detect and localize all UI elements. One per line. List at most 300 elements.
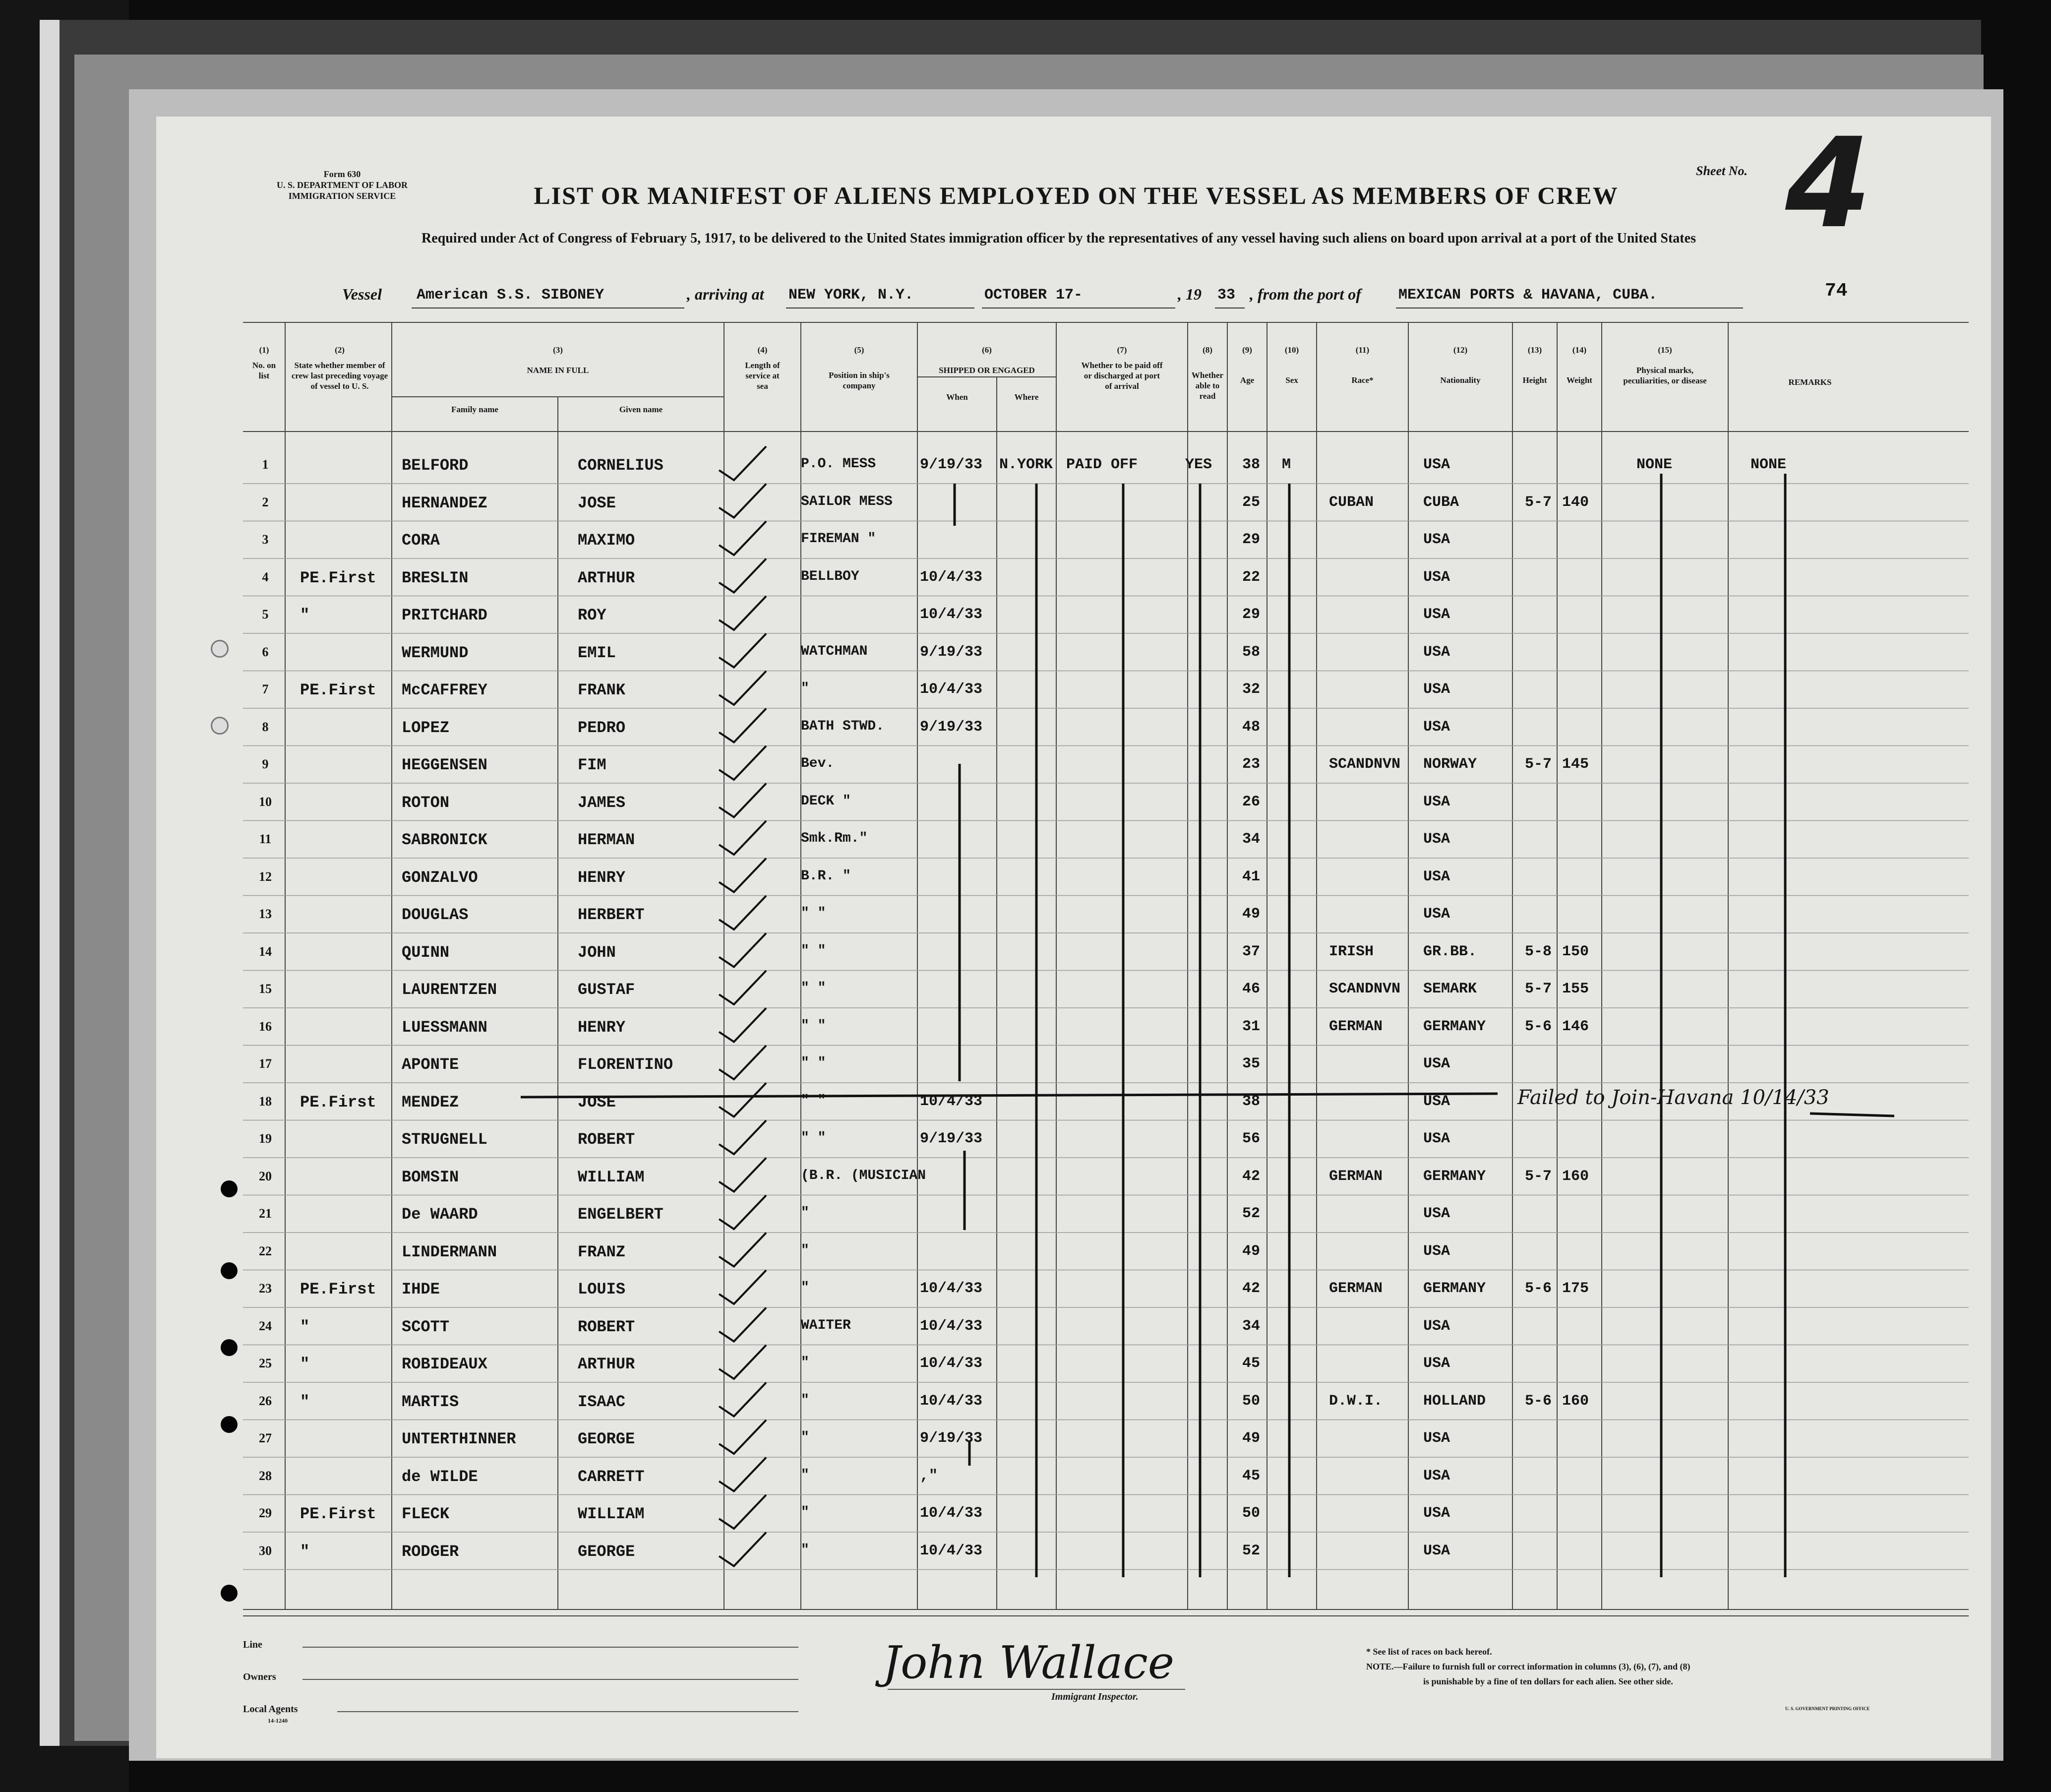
cell-nat: USA: [1423, 531, 1450, 548]
service-check-mark: [719, 784, 766, 817]
cell-weight: 146: [1562, 1018, 1589, 1035]
arriving-port: NEW YORK, N.Y.: [788, 287, 914, 304]
page-title: LIST OR MANIFEST OF ALIENS EMPLOYED ON THE VESSEL AS MEMBERS OF CREW: [534, 182, 1619, 209]
cell-given: JOSE: [578, 494, 616, 512]
cell-age: 46: [1242, 981, 1261, 997]
cell-family: BELFORD: [402, 456, 469, 475]
cell-pos: ": [801, 1430, 809, 1445]
cell-when: 10/4/33: [920, 1317, 983, 1335]
cell-nat: HOLLAND: [1423, 1392, 1486, 1410]
cell-given: GUSTAF: [578, 981, 635, 999]
cell-given: HERMAN: [578, 831, 635, 849]
cell-pos: WAITER: [801, 1317, 851, 1333]
col5-num: (5): [854, 345, 864, 355]
col15-label: Physical marks, peculiarities, or disease: [1623, 366, 1707, 385]
cell-prev: ": [300, 606, 310, 624]
cell-height: 5-6: [1525, 1280, 1552, 1297]
cell-when: 9/19/33: [920, 643, 983, 661]
cell-nat: USA: [1423, 1205, 1450, 1222]
cell-weight: 160: [1562, 1168, 1589, 1185]
row-number: 1: [262, 457, 269, 472]
cell-given: GEORGE: [578, 1542, 635, 1561]
cell-given: FRANZ: [578, 1242, 626, 1261]
cell-given: ROBERT: [578, 1317, 635, 1336]
cell-weight: 175: [1562, 1280, 1589, 1297]
cell-age: 23: [1242, 756, 1261, 773]
cell-age: 34: [1242, 831, 1261, 848]
cell-when: 9/19/33: [920, 1130, 983, 1147]
cell-race: CUBAN: [1329, 494, 1374, 511]
cell-family: LUESSMANN: [402, 1018, 487, 1037]
penalty-note-2: is punishable by a fine of ten dollars for each alien. See other side.: [1423, 1676, 1673, 1686]
cell-nat: USA: [1423, 1467, 1450, 1484]
row-number: 17: [259, 1056, 272, 1071]
col3-label: NAME IN FULL: [527, 366, 589, 375]
from-port: MEXICAN PORTS & HAVANA, CUBA.: [1398, 287, 1658, 304]
cell-family: SABRONICK: [402, 831, 487, 849]
cell-given: JOHN: [578, 943, 616, 962]
service-check-mark: [719, 521, 766, 555]
col2-num: (2): [335, 345, 345, 355]
service-check-mark: [719, 1120, 766, 1154]
cell-nat: CUBA: [1423, 494, 1459, 511]
cell-age: 32: [1242, 681, 1261, 698]
cell-pos: ": [801, 1392, 809, 1408]
cell-when: ,": [920, 1467, 938, 1484]
service-check-mark: [719, 746, 766, 780]
inspector-signature: John Wallace: [883, 1637, 1175, 1689]
cell-height: 5-7: [1525, 1168, 1552, 1185]
service-check-mark: [719, 1495, 766, 1529]
cell-family: LINDERMANN: [402, 1242, 497, 1261]
cell-pos: (B.R. (MUSICIAN: [801, 1168, 926, 1183]
cell-family: ROBIDEAUX: [402, 1355, 487, 1373]
sheet-label: Sheet No.: [1696, 164, 1748, 178]
cell-age: 38: [1242, 1093, 1261, 1110]
service-check-mark: [719, 484, 766, 518]
cell-age: 35: [1242, 1055, 1261, 1072]
cell-pos: B.R. ": [801, 868, 851, 884]
cell-given: WILLIAM: [578, 1168, 645, 1186]
col4-label: Length of service at sea: [745, 361, 780, 391]
cell-family: HEGGENSEN: [402, 756, 487, 774]
cell-age: 50: [1242, 1505, 1261, 1522]
cell-age: 52: [1242, 1542, 1261, 1559]
cell-given: GEORGE: [578, 1430, 635, 1448]
service-check-mark: [719, 1270, 766, 1304]
cell-given: ROBERT: [578, 1130, 635, 1149]
cell-family: LOPEZ: [402, 718, 450, 737]
cell-given: ENGELBERT: [578, 1205, 664, 1224]
service-check-mark: [719, 1046, 766, 1079]
cell-nat: USA: [1423, 1055, 1450, 1072]
cell-given: ARTHUR: [578, 568, 635, 587]
cell-family: IHDE: [402, 1280, 440, 1298]
cell-age: 25: [1242, 494, 1261, 511]
cell-height: 5-7: [1525, 756, 1552, 773]
races-note: * See list of races on back hereof.: [1366, 1647, 1492, 1657]
col5-label: Position in ship's company: [829, 371, 890, 390]
service-check-mark: [719, 821, 766, 855]
cell-given: PEDRO: [578, 718, 626, 737]
cell-nat: USA: [1423, 1242, 1450, 1260]
row-number: 9: [262, 757, 269, 771]
cell-height: 5-7: [1525, 494, 1552, 511]
arrival-year: 33: [1217, 287, 1236, 304]
cell-when: 10/4/33: [920, 568, 983, 586]
cell-family: LAURENTZEN: [402, 981, 497, 999]
row-number: 11: [259, 832, 272, 846]
col13-label: Height: [1522, 375, 1547, 385]
cell-given: HERBERT: [578, 906, 645, 924]
col3-num: (3): [553, 345, 563, 355]
cell-race: SCANDNVN: [1329, 756, 1401, 773]
inspector-label: Immigrant Inspector.: [1051, 1691, 1139, 1702]
cell-age: 52: [1242, 1205, 1261, 1222]
cell-nat: GERMANY: [1423, 1280, 1486, 1297]
cell-where: N.YORK: [999, 456, 1053, 473]
col1-num: (1): [259, 345, 269, 355]
cell-family: de WILDE: [402, 1467, 478, 1486]
col3-family-label: Family name: [451, 405, 498, 414]
cell-pos: BATH STWD.: [801, 718, 885, 734]
cell-sex: M: [1282, 456, 1291, 473]
cell-pos: WATCHMAN: [801, 643, 868, 659]
cell-when: 10/4/33: [920, 1093, 983, 1110]
col11-num: (11): [1355, 345, 1370, 355]
cell-nat: USA: [1423, 793, 1450, 810]
cell-prev: ": [300, 1317, 310, 1336]
col6-num: (6): [982, 345, 992, 355]
col11-label: Race*: [1351, 375, 1374, 385]
cell-given: ARTHUR: [578, 1355, 635, 1373]
col10-num: (10): [1284, 345, 1299, 355]
service-check-mark: [719, 559, 766, 593]
cell-given: LOUIS: [578, 1280, 626, 1298]
row-number: 18: [259, 1094, 272, 1109]
arriving-label: , arriving at: [687, 285, 764, 303]
cell-nat: GR.BB.: [1423, 943, 1477, 960]
cell-pos: " ": [801, 906, 826, 921]
cell-pos: BELLBOY: [801, 568, 859, 584]
cell-weight: 160: [1562, 1392, 1589, 1410]
cell-family: PRITCHARD: [402, 606, 487, 624]
cell-nat: USA: [1423, 906, 1450, 923]
cell-prev: ": [300, 1392, 310, 1411]
cell-given: JOSE: [578, 1093, 616, 1112]
col16-label: REMARKS: [1788, 377, 1832, 387]
cell-pos: ": [801, 1242, 809, 1258]
cell-race: IRISH: [1329, 943, 1374, 960]
cell-family: BRESLIN: [402, 568, 469, 587]
page-subtitle: Required under Act of Congress of February 5, 1917, to be delivered to the United States immigration officer by the representatives of any vessel having such aliens on board upon arrival at a port of the United States: [422, 231, 1696, 246]
cell-when: 10/4/33: [920, 606, 983, 623]
cell-pos: " ": [801, 1018, 826, 1034]
cell-race: GERMAN: [1329, 1168, 1383, 1185]
cell-weight: 155: [1562, 981, 1589, 997]
cell-nat: USA: [1423, 1355, 1450, 1372]
cell-family: RODGER: [402, 1542, 459, 1561]
col9-label: Age: [1240, 375, 1255, 385]
cell-race: D.W.I.: [1329, 1392, 1383, 1410]
form-number: Form 630: [323, 169, 361, 179]
row-number: 13: [259, 907, 272, 921]
cell-marks: NONE: [1636, 456, 1673, 473]
row-number: 22: [259, 1243, 272, 1258]
cell-pos: ": [801, 1467, 809, 1483]
cell-given: FRANK: [578, 681, 626, 699]
cell-family: De WAARD: [402, 1205, 478, 1224]
cell-age: 41: [1242, 868, 1261, 885]
owners-underline: [302, 1679, 798, 1680]
cell-age: 29: [1242, 531, 1261, 548]
cell-pos: Smk.Rm.": [801, 831, 868, 846]
cell-nat: NORWAY: [1423, 756, 1477, 773]
service-check-mark: [719, 896, 766, 929]
row-number: 4: [262, 569, 269, 584]
service-check-mark: [719, 859, 766, 892]
col10-label: Sex: [1285, 375, 1298, 385]
service-check-mark: [719, 1458, 766, 1491]
col4-num: (4): [757, 345, 768, 355]
service-check-mark: [719, 933, 766, 967]
row-number: 21: [259, 1206, 272, 1221]
cell-given: HENRY: [578, 868, 626, 887]
cell-given: CORNELIUS: [578, 456, 664, 475]
cell-race: GERMAN: [1329, 1018, 1383, 1035]
cell-when: 9/19/33: [920, 1430, 983, 1447]
cell-nat: GERMANY: [1423, 1168, 1486, 1185]
cell-when: 10/4/33: [920, 1505, 983, 1522]
cell-age: 38: [1242, 456, 1261, 473]
service-check-mark: [719, 1083, 766, 1117]
line-label: Line: [243, 1639, 262, 1650]
penalty-note-1: NOTE.—Failure to furnish full or correct information in columns (3), (6), (7), and (8): [1366, 1662, 1690, 1671]
vessel-name: American S.S. SIBONEY: [417, 287, 604, 304]
col6-where-label: Where: [1014, 392, 1039, 402]
cell-family: QUINN: [402, 943, 450, 962]
col15-num: (15): [1658, 345, 1672, 355]
cell-nat: SEMARK: [1423, 981, 1477, 997]
cell-pos: ": [801, 1355, 809, 1370]
service-check-mark: [719, 1345, 766, 1379]
cell-paid: PAID OFF: [1066, 456, 1138, 473]
vessel-label: Vessel: [342, 285, 382, 303]
cell-nat: USA: [1423, 868, 1450, 885]
arrival-date: OCTOBER 17-: [984, 287, 1083, 304]
cell-age: 29: [1242, 606, 1261, 623]
row-number: 14: [259, 944, 272, 959]
cell-pos: " ": [801, 943, 826, 959]
cell-prev: PE.First: [300, 1280, 376, 1298]
col14-label: Weight: [1567, 375, 1592, 385]
col6-label: SHIPPED OR ENGAGED: [939, 366, 1035, 375]
cell-height: 5-7: [1525, 981, 1552, 997]
cell-pos: ": [801, 1542, 809, 1558]
cell-family: FLECK: [402, 1505, 450, 1523]
cell-nat: USA: [1423, 1542, 1450, 1559]
sheet-number: 4: [1785, 111, 1871, 255]
cell-family: MARTIS: [402, 1392, 459, 1411]
cell-age: 34: [1242, 1317, 1261, 1335]
col2-label: State whether member of crew last preceding voyage of vessel to U. S.: [291, 361, 388, 391]
cell-age: 58: [1242, 643, 1261, 661]
cell-given: FLORENTINO: [578, 1055, 673, 1074]
cell-when: 10/4/33: [920, 681, 983, 698]
row-number: 10: [259, 794, 272, 809]
service-check-mark: [719, 971, 766, 1004]
cell-family: MENDEZ: [402, 1093, 459, 1112]
cell-age: 31: [1242, 1018, 1261, 1035]
row-number: 6: [262, 644, 269, 659]
cell-pos: SAILOR MESS: [801, 494, 893, 509]
cell-age: 22: [1242, 568, 1261, 586]
cell-family: UNTERTHINNER: [402, 1430, 516, 1448]
cell-given: ISAAC: [578, 1392, 626, 1411]
service-check-mark: [719, 1008, 766, 1042]
cell-pos: P.O. MESS: [801, 456, 876, 472]
cell-family: STRUGNELL: [402, 1130, 487, 1149]
cell-family: ROTON: [402, 793, 450, 812]
cell-pos: " ": [801, 1055, 826, 1071]
cell-prev: ": [300, 1542, 310, 1561]
cell-prev: PE.First: [300, 1505, 376, 1523]
line-underline: [302, 1647, 798, 1648]
cell-nat: USA: [1423, 1317, 1450, 1335]
cell-height: 5-6: [1525, 1392, 1552, 1410]
cell-given: EMIL: [578, 643, 616, 662]
row-number: 8: [262, 719, 269, 734]
service-check-mark: [719, 1195, 766, 1229]
cell-age: 42: [1242, 1168, 1261, 1185]
cell-prev: PE.First: [300, 1093, 376, 1112]
cell-age: 48: [1242, 718, 1261, 736]
cell-age: 49: [1242, 906, 1261, 923]
cell-height: 5-8: [1525, 943, 1552, 960]
cell-family: GONZALVO: [402, 868, 478, 887]
col12-num: (12): [1453, 345, 1468, 355]
cell-nat: USA: [1423, 606, 1450, 623]
cell-family: APONTE: [402, 1055, 459, 1074]
row-number: 19: [259, 1131, 272, 1146]
cell-prev: PE.First: [300, 568, 376, 587]
cell-when: 10/4/33: [920, 1280, 983, 1297]
service-check-mark: [719, 1383, 766, 1417]
service-check-mark: [719, 1533, 766, 1566]
row-number: 15: [259, 982, 272, 996]
row-number: 12: [259, 869, 272, 884]
col7-num: (7): [1117, 345, 1127, 355]
cell-given: CARRETT: [578, 1467, 645, 1486]
row-number: 25: [259, 1356, 272, 1370]
cell-nat: USA: [1423, 1430, 1450, 1447]
service-check-mark: [719, 1158, 766, 1192]
cell-when: 9/19/33: [920, 718, 983, 736]
service-check-mark: [719, 446, 766, 480]
department: U. S. DEPARTMENT OF LABOR: [276, 180, 408, 190]
cell-nat: USA: [1423, 456, 1450, 473]
service-check-mark: [719, 671, 766, 705]
cell-age: 26: [1242, 793, 1261, 810]
col3-given-label: Given name: [619, 405, 663, 414]
cell-given: MAXIMO: [578, 531, 635, 550]
cell-when: 10/4/33: [920, 1355, 983, 1372]
cell-age: 49: [1242, 1430, 1261, 1447]
row-number: 23: [259, 1281, 272, 1296]
cell-age: 37: [1242, 943, 1261, 960]
cell-when: 9/19/33: [920, 456, 983, 473]
owners-label: Owners: [243, 1671, 276, 1682]
cell-nat: USA: [1423, 1505, 1450, 1522]
service-check-mark: [719, 634, 766, 668]
cell-family: SCOTT: [402, 1317, 450, 1336]
row-number: 26: [259, 1393, 272, 1408]
col8-num: (8): [1203, 345, 1212, 355]
service-check-mark: [719, 596, 766, 630]
cell-given: ROY: [578, 606, 606, 624]
cell-family: WERMUND: [402, 643, 469, 662]
cell-remarks: Failed to Join-Havana 10/14/33: [1517, 1086, 1829, 1109]
cell-given: HENRY: [578, 1018, 626, 1037]
cell-age: 50: [1242, 1392, 1261, 1410]
cell-family: McCAFFREY: [402, 681, 487, 699]
cell-pos: FIREMAN ": [801, 531, 876, 547]
cell-nat: USA: [1423, 568, 1450, 586]
row-number: 30: [259, 1543, 272, 1558]
agents-code: 14-1240: [268, 1717, 288, 1724]
cell-height: 5-6: [1525, 1018, 1552, 1035]
col9-num: (9): [1242, 345, 1252, 355]
col1-label: No. on list: [252, 361, 276, 380]
col7-label: Whether to be paid off or discharged at port of arrival: [1081, 361, 1163, 391]
printer-mark: U. S. GOVERNMENT PRINTING OFFICE: [1785, 1706, 1870, 1711]
local-agents-label: Local Agents: [243, 1704, 298, 1715]
row-number: 20: [259, 1169, 272, 1183]
cell-pos: DECK ": [801, 793, 851, 809]
row-number: 7: [262, 682, 269, 696]
cell-race: GERMAN: [1329, 1280, 1383, 1297]
row-number: 29: [259, 1506, 272, 1520]
from-label: , from the port of: [1250, 285, 1361, 303]
cell-pos: ": [801, 681, 809, 696]
cell-pos: Bev.: [801, 756, 835, 771]
cell-given: WILLIAM: [578, 1505, 645, 1523]
cell-pos: " ": [801, 981, 826, 996]
cell-age: 56: [1242, 1130, 1261, 1147]
cell-nat: GERMANY: [1423, 1018, 1486, 1035]
cell-read: YES: [1185, 456, 1212, 473]
cell-nat: USA: [1423, 831, 1450, 848]
cell-remarks: NONE: [1750, 456, 1787, 473]
cell-nat: USA: [1423, 643, 1450, 661]
cell-family: CORA: [402, 531, 440, 550]
cell-family: BOMSIN: [402, 1168, 459, 1186]
cell-weight: 150: [1562, 943, 1589, 960]
row-number: 3: [262, 532, 269, 547]
cell-given: FIM: [578, 756, 606, 774]
row-number: 5: [262, 607, 269, 621]
cell-when: 10/4/33: [920, 1392, 983, 1410]
cell-pos: " ": [801, 1130, 826, 1146]
cell-weight: 145: [1562, 756, 1589, 773]
cell-pos: ": [801, 1280, 809, 1296]
service-check-mark: [719, 1420, 766, 1454]
service-check-mark: [719, 1233, 766, 1267]
col12-label: Nationality: [1440, 375, 1481, 385]
row-number: 27: [259, 1431, 272, 1445]
cell-pos: ": [801, 1205, 809, 1221]
col8-label: Whether able to read: [1191, 371, 1224, 401]
